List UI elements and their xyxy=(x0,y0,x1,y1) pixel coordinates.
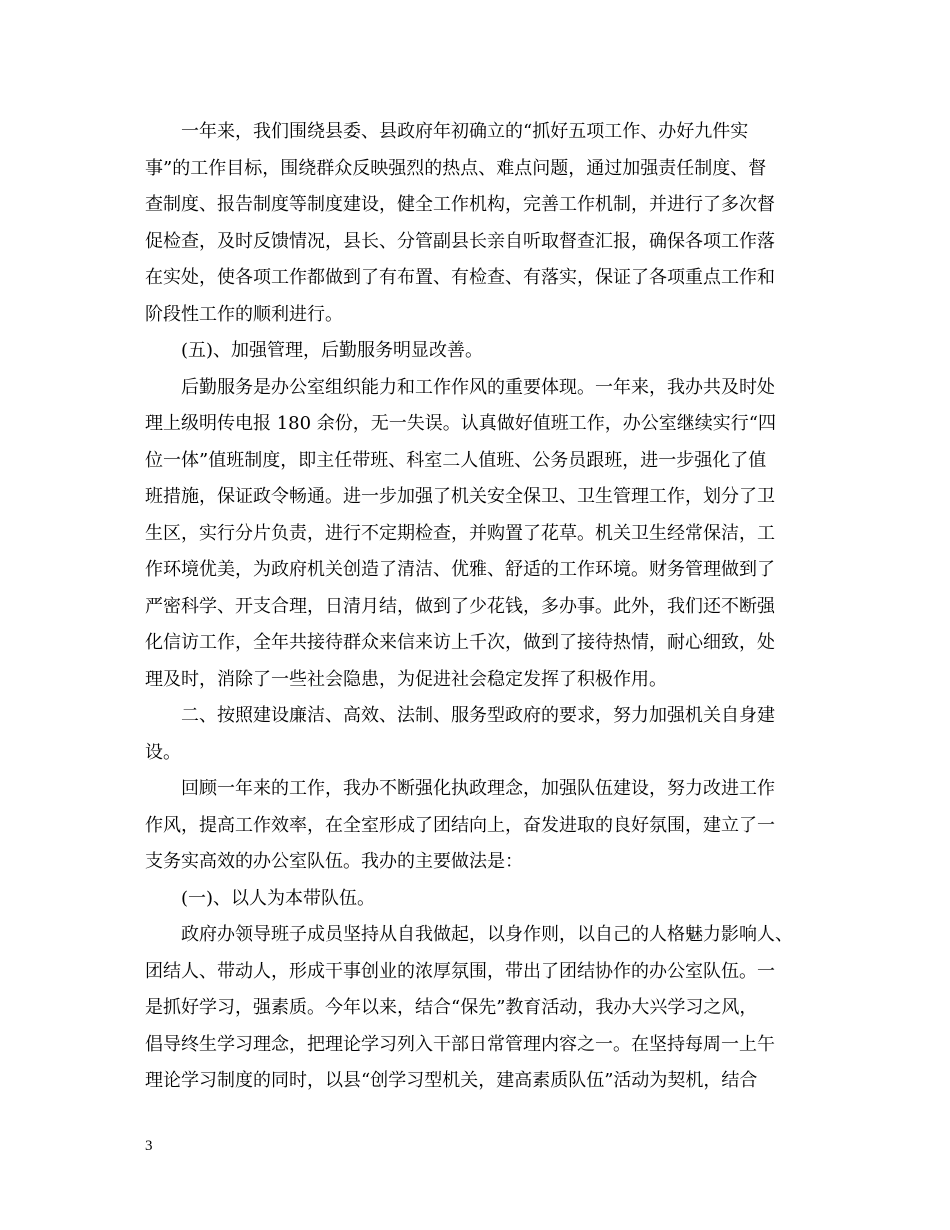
text-line: 团结人、带动人，形成干事创业的浓厚氛围，带出了团结协作的办公室队伍。一 xyxy=(145,960,775,982)
text-line: 作环境优美，为政府机关创造了清洁、优雅、舒适的工作环境。财务管理做到了 xyxy=(145,559,775,580)
text-line: 班措施，保证政令畅通。进一步加强了机关安全保卫、卫生管理工作，划分了卫 xyxy=(145,486,775,507)
text-line: 作风，提高工作效率，在全室形成了团结向上，奋发进取的良好氛围，建立了一 xyxy=(145,814,775,836)
text-line: 后勤服务是办公室组织能力和工作作风的重要体现。一年来，我办共及时处 xyxy=(181,376,775,398)
text-line: 回顾一年来的工作，我办不断强化执政理念，加强队伍建设，努力改进工作 xyxy=(181,778,775,799)
text-line: 是抓好学习，强素质。今年以来，结合“保先”教育活动，我办大兴学习之风， xyxy=(145,997,758,1018)
text-line: 理论学习制度的同时，以县“创学习型机关，建高素质队伍”活动为契机，结合 xyxy=(145,1070,758,1091)
text-line: 严密科学、开支合理，日清月结，做到了少花钱，多办事。此外，我们还不断强 xyxy=(145,595,775,617)
text-line: 在实处，使各项工作都做到了有布置、有检查、有落实，保证了各项重点工作和 xyxy=(145,267,775,288)
text-line: 政府办领导班子成员坚持从自我做起，以身作则，以自己的人格魅力影响人、 xyxy=(181,924,793,945)
text-line: 生区，实行分片负责，进行不定期检查，并购置了花草。机关卫生经常保洁，工 xyxy=(145,522,775,544)
section-heading: 二、按照建设廉洁、高效、法制、服务型政府的要求，努力加强机关自身建 xyxy=(181,705,775,726)
document-body xyxy=(145,114,805,1100)
section-heading: (五)、加强管理，后勤服务明显改善。 xyxy=(181,340,484,361)
text-line: 阶段性工作的顺利进行。 xyxy=(145,303,343,325)
text-line: 一年来，我们围绕县委、县政府年初确立的“抓好五项工作、办好九件实 xyxy=(181,121,749,142)
text-line: 促检查，及时反馈情况，县长、分管副县长亲自听取督查汇报，确保各项工作落 xyxy=(145,230,775,252)
text-line: 倡导终生学习理念，把理论学习列入干部日常管理内容之一。在坚持每周一上午 xyxy=(145,1033,775,1055)
text-line: 化信访工作，全年共接待群众来信来访上千次，做到了接待热情，耐心细致，处 xyxy=(145,632,775,653)
text-line: 设。 xyxy=(145,741,181,763)
text-line: 位一体”值班制度，即主任带班、科室二人值班、公务员跟班，进一步强化了值 xyxy=(145,449,767,471)
page-number: 3 xyxy=(145,1138,153,1154)
text-line: 理上级明传电报 180 余份，无一失误。认真做好值班工作，办公室继续实行“四 xyxy=(145,413,776,434)
text-line: 查制度、报告制度等制度建设，健全工作机构，完善工作机制，并进行了多次督 xyxy=(145,194,775,215)
text-line: 支务实高效的办公室队伍。我办的主要做法是： xyxy=(145,851,523,872)
section-heading: (一)、以人为本带队伍。 xyxy=(181,887,376,909)
text-line: 事”的工作目标，围绕群众反映强烈的热点、难点问题，通过加强责任制度、督 xyxy=(145,157,767,179)
text-line: 理及时，消除了一些社会隐患，为促进社会稳定发挥了积极作用。 xyxy=(145,668,667,690)
